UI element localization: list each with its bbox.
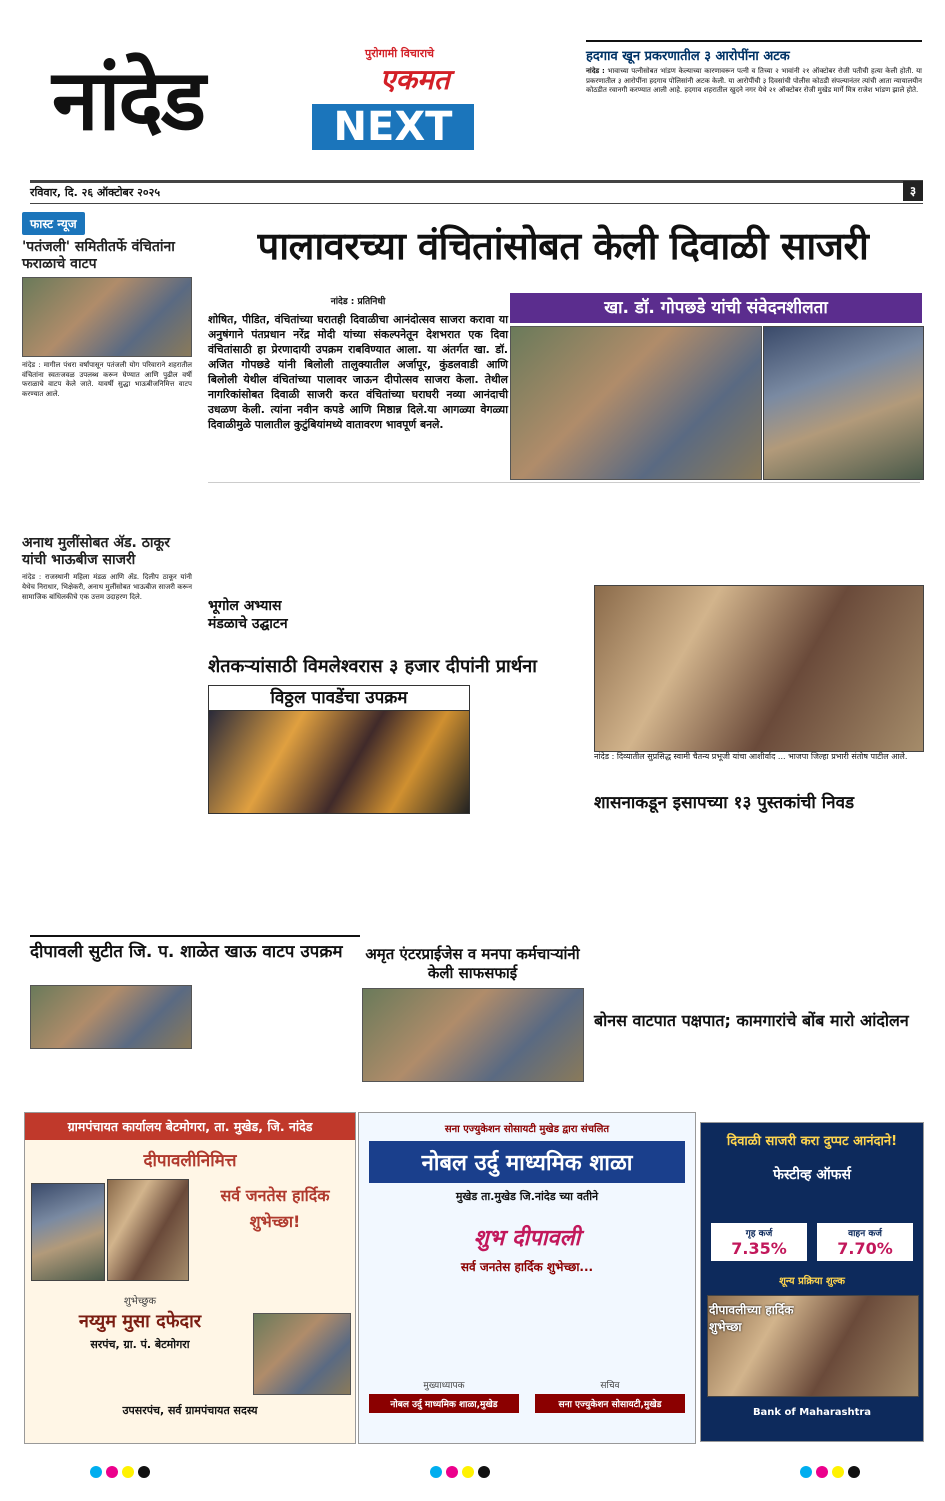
ad1-portrait-right bbox=[253, 1313, 351, 1395]
deepavali-headline: दीपावली सुटीत जि. प. शाळेत खाऊ वाटप उपक्रम bbox=[30, 935, 360, 963]
color-registration-mark bbox=[90, 1466, 102, 1478]
masthead-title: नांदेड bbox=[52, 51, 204, 149]
ad3-car-box bbox=[817, 1223, 913, 1261]
page-number: ३ bbox=[903, 181, 923, 201]
top-story bbox=[586, 40, 922, 164]
ad3-greeting: दीपावलीच्या हार्दिक शुभेच्छा bbox=[709, 1303, 794, 1334]
ad-bank bbox=[700, 1122, 924, 1442]
ad1-portrait-left bbox=[31, 1183, 105, 1281]
ad3-fee: शून्य प्रक्रिया शुल्क bbox=[779, 1276, 845, 1287]
main-lead bbox=[208, 295, 508, 432]
vitthal-banner: विठ्ठल पावडेंचा उपक्रम bbox=[208, 685, 470, 711]
ad2-left-label: मुख्याध्यापक bbox=[423, 1381, 465, 1391]
ad2-greeting2: सर्व जनतेस हार्दिक शुभेच्छा... bbox=[460, 1260, 594, 1274]
dateline-bar bbox=[30, 180, 923, 204]
fast-news-tab: फास्ट न्यूज bbox=[22, 212, 85, 235]
shetkari-photo bbox=[208, 710, 470, 814]
color-registration-mark bbox=[430, 1466, 442, 1478]
ad2-title: नोबल उर्दु माध्यमिक शाळा bbox=[369, 1141, 685, 1183]
ad3-home-label: गृह कर्ज bbox=[745, 1229, 773, 1239]
ad1-greeting: सर्व जनतेस हार्दिक शुभेच्छा! bbox=[220, 1186, 330, 1231]
main-banner: खा. डॉ. गोपछडे यांची संवेदनशीलता bbox=[510, 293, 922, 323]
dateline-text: रविवार, दि. २६ ऑक्टोबर २०२५ bbox=[30, 186, 161, 199]
masthead-tagline: पुरोगामी विचाराचे bbox=[365, 47, 435, 60]
ad2-right-name: सना एज्युकेशन सोसायटी,मुखेड bbox=[535, 1394, 685, 1413]
bhugol-headline: भूगोल अभ्यास मंडळाचे उद्घाटन bbox=[208, 598, 288, 632]
bhugol-body bbox=[322, 597, 580, 647]
ad3-offer: फेस्टीव्ह ऑफर्स bbox=[773, 1167, 851, 1183]
top-story-body: भावाच्या पत्नीसोबत भांडण केल्याच्या कारणावरून पत्नी व तिच्या २ भावांनी २१ ऑक्टोबर रोजी पतीची हत्या केली होती. या प्रकरणातील ३ आरोपींना हदगाव पोलिसांनी अटक केली. या आरोपींची ३ दिवसांची पोलीस कोठडी संपल्यानंतर त्यांची आता न्यायालयीन कोठडीत रवानगी करण्यात आली आहे. हदगाव शहरातील खुदने नगर येथे २१ ऑक्टोबर रोजी मुखेड मार्गे मित्र राजेश भांडण झाले होते. bbox=[586, 67, 922, 95]
ad-grampanchayat bbox=[24, 1112, 356, 1444]
shetkari-body-right bbox=[474, 684, 582, 934]
main-dateline: नांदेड : प्रतिनिधी bbox=[330, 297, 386, 307]
ad1-title: ग्रामपंचायत कार्यालय बेटमोगरा, ता. मुखेड, जि. नांदेड bbox=[25, 1113, 355, 1140]
swamiji-photo bbox=[594, 585, 924, 752]
story1-headline: 'पतंजली' समितीतर्फे वंचितांना फराळाचे वाटप bbox=[22, 239, 175, 272]
story1-body-continued bbox=[22, 401, 192, 531]
ad3-home-box bbox=[711, 1223, 807, 1261]
main-photo bbox=[510, 326, 762, 480]
masthead-brand: एकमत bbox=[380, 63, 450, 96]
ad1-subtitle: दीपावलीनिमित्त bbox=[143, 1151, 237, 1171]
ad3-home-rate: 7.35% bbox=[731, 1239, 787, 1258]
main-lead-text: शोषित, पीडित, वंचितांच्या घरातही दिवाळीचा आनंदोत्सव साजरा करावा या अनुषंगाने पंतप्रधान नरेंद्र मोदी यांच्या संकल्पनेतून देशभरात एक दिवा वंचितांसाठी हा प्रेरणादायी उपक्रम राबविण्यात आला. या अंतर्गत खा. डॉ. अजित गोपछडे यांनी बिलोली तालुक्यातील अर्जापूर, कुंडलवाडी आणि बिलोली येथील वंचितांच्या पालावर जाऊन दीपोत्सव साजरा केला. तेथील नागरिकांसोबत दिवाळी साजरी करत वंचितांच्या घराघरी नव्या आनंदाची उधळण केली. त्यांना नवीन कपडे आणि मिष्ठान्न दिले.या आगळ्या वेगळ्या दिवाळीमुळे पालातील कुटुंबियांमध्ये वातावरण भावपूर्ण बनले. bbox=[208, 313, 508, 431]
amrut-body bbox=[362, 1084, 582, 1106]
story1-body: नांदेड : मागील पंधरा वर्षांपासून पतंजली योग परिवाराने शहरातील वंचितांना स्वतःजवळ उपलब्ध करून घेण्यात आणि पुढील वर्षी फराळाचे वाटप केले जाते. यावर्षी सुद्धा भाऊबीजनिमित्त वाटप करण्यात आले. bbox=[22, 361, 192, 398]
color-registration-mark bbox=[106, 1466, 118, 1478]
color-registration-mark bbox=[816, 1466, 828, 1478]
ad1-name: नय्युम मुसा दफेदार bbox=[78, 1311, 202, 1332]
top-story-headline: हदगाव खून प्रकरणातील ३ आरोपींना अटक bbox=[586, 49, 790, 64]
story1-photo bbox=[22, 277, 192, 357]
ad2-right-block bbox=[535, 1378, 685, 1413]
main-headline: पालावरच्या वंचितांसोबत केली दिवाळी साजरी bbox=[257, 224, 869, 268]
color-registration-mark bbox=[122, 1466, 134, 1478]
color-registration-mark bbox=[800, 1466, 812, 1478]
masthead-section: NEXT bbox=[312, 104, 474, 150]
shasan-body bbox=[594, 820, 922, 960]
deepavali-photo bbox=[30, 985, 192, 1049]
ad3-title: दिवाळी साजरी करा दुप्पट आनंदाने! bbox=[726, 1134, 898, 1149]
ad3-bank: Bank of Maharashtra bbox=[752, 1407, 872, 1418]
ad2-left-block bbox=[369, 1378, 519, 1413]
bonus-body bbox=[594, 1035, 922, 1113]
main-photo-2 bbox=[763, 326, 924, 480]
color-registration-mark bbox=[138, 1466, 150, 1478]
amrut-headline: अमृत एंटरप्राईजेस व मनपा कर्मचाऱ्यांनी केली साफसफाई bbox=[365, 945, 580, 982]
ad3-car-rate: 7.70% bbox=[837, 1239, 893, 1258]
ad3-car-label: वाहन कर्ज bbox=[848, 1229, 882, 1239]
color-registration-mark bbox=[832, 1466, 844, 1478]
deepavali-body-right bbox=[194, 985, 344, 1100]
main-body-text bbox=[208, 482, 920, 583]
ad1-role2: उपसरपंच, सर्व ग्रामपंचायत सदस्य bbox=[122, 1404, 258, 1417]
ad1-label: शुभेच्छुक bbox=[123, 1296, 157, 1307]
story2-headline: अनाथ मुलींसोबत ॲड. ठाकूर यांची भाऊबीज साजरी bbox=[22, 535, 170, 569]
shetkari-headline: शेतकऱ्यांसाठी विमलेश्वरास ३ हजार दीपांनी प्रार्थना bbox=[208, 656, 537, 677]
shetkari-body bbox=[208, 816, 470, 934]
deepavali-body bbox=[30, 1052, 190, 1102]
ad1-portrait-center bbox=[107, 1179, 189, 1281]
shasan-headline: शासनाकडून इसापच्या १३ पुस्तकांची निवड bbox=[594, 793, 855, 813]
top-story-dateline: नांदेड : bbox=[586, 67, 605, 75]
story2-body: नांदेड : राजस्थानी महिला मंडळ आणि ॲड. दिलीप ठाकूर यांनी येथेच निराधार, भिक्षेकरी, अनाथ मुलींसोबत भाऊबीज साजरी करून सामाजिक बांधिलकीचे एक उत्तम उदाहरण दिले. bbox=[22, 573, 192, 601]
color-registration-mark bbox=[848, 1466, 860, 1478]
ad2-right-label: सचिव bbox=[600, 1381, 620, 1391]
color-registration-mark bbox=[478, 1466, 490, 1478]
ad2-left-name: नोबल उर्दु माध्यमिक शाळा,मुखेड bbox=[369, 1394, 519, 1413]
bonus-headline: बोनस वाटपात पक्षपात; कामगारांचे बोंब मारो आंदोलन bbox=[594, 1011, 909, 1030]
color-registration-mark bbox=[462, 1466, 474, 1478]
ad2-greeting: शुभ दीपावली bbox=[473, 1226, 581, 1251]
ad1-role1: सरपंच, ग्रा. पं. बेटमोगरा bbox=[90, 1338, 190, 1351]
ad-noble-urdu bbox=[358, 1112, 696, 1444]
swamiji-caption: नांदेड : दिव्यातील सुप्रसिद्ध स्वामी चैतन्य प्रभूजी यांचा आशीर्वाद ... भाजपा जिल्हा प्रभारी संतोष पाटील आले. bbox=[594, 752, 908, 761]
ad2-subtitle: मुखेड ता.मुखेड जि.नांदेड च्या वतीने bbox=[455, 1190, 599, 1203]
color-registration-mark bbox=[446, 1466, 458, 1478]
left-column bbox=[22, 212, 192, 602]
amrut-photo bbox=[362, 988, 584, 1082]
ad2-top: सना एज्युकेशन सोसायटी मुखेड द्वारा संचलित bbox=[444, 1124, 610, 1135]
